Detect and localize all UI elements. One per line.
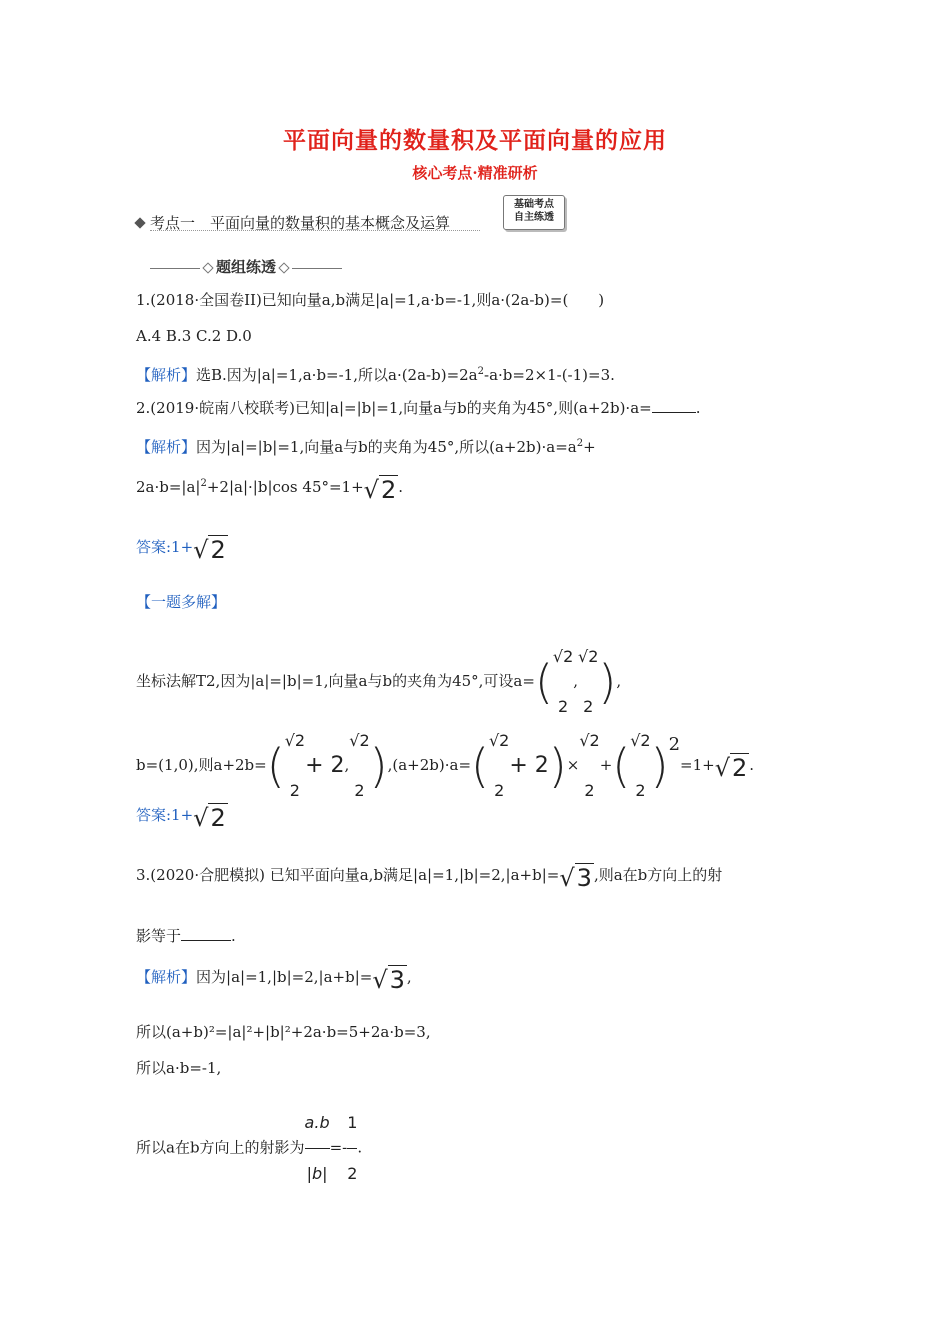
q1-options: A.4 B.3 C.2 D.0: [136, 327, 252, 345]
diamond-icon: [278, 262, 289, 273]
diamond-icon: [202, 262, 213, 273]
q3-stem-cont: 影等于 .: [136, 927, 236, 945]
sqrt-symbol: √2: [193, 536, 226, 564]
section-heading: 考点一 平面向量的数量积的基本概念及运算: [136, 212, 450, 233]
q2-answer-2: 答案:1+√2: [136, 804, 226, 832]
sqrt-symbol: √2: [714, 754, 748, 782]
diamond-icon: [134, 217, 145, 228]
multi-solution-tag: 【一题多解】: [136, 593, 227, 611]
q3-analysis-line2: 所以(a+b)²=|a|²+|b|²+2a·b=5+2a·b=3,: [136, 1023, 431, 1041]
q2-analysis-line1: 【解析】因为|a|=|b|=1,向量a与b的夹角为45°,所以$(a+2b)\cdot a=a^2+$: [136, 438, 596, 456]
q2-coord-line2: b=(1,0),则a+2b=( √2 2 + 2, √2 2 ),(a+2b)·a=( √2 2 + 2)× √2 2 +( √2 2 )$^2$=1+√2 .: [136, 731, 755, 800]
sqrt-symbol: √3: [559, 864, 592, 892]
group-label: 题组练透: [150, 256, 342, 277]
q1-analysis: 【解析】选B.因为|a|=1,a·b=-1,所以$a\cdot(2a-b)=2a^2-a\cdot b=2\times 1-(-1)=3$.: [136, 366, 615, 384]
page-title: 平面向量的数量积及平面向量的应用: [283, 127, 667, 154]
section-underline: [150, 230, 480, 231]
q3-stem: 3.(2020·合肥模拟) 已知平面向量a,b满足|a|=1,|b|=2,|a+b|=√3 ,则a在b方向上的射: [136, 864, 723, 892]
q2-answer: 答案:1+√2: [136, 536, 226, 564]
q3-analysis-line4: 所以a在b方向上的射影为 $\frac{a.b}{|b|}$ =- $\frac{1}{2}$ .: [136, 1098, 362, 1199]
q2-analysis-line2: $2a\cdot b=|a|^2+2|a|\cdot|b|\cos$ 45°=1+√2 .: [136, 476, 404, 504]
q1-stem: 1.(2018·全国卷II)已知向量a,b满足|a|=1,a·b=-1,则a·(2a-b)=( ): [136, 291, 605, 309]
section-badge: 基础考点 自主练透: [503, 195, 565, 230]
q3-analysis-line3: 所以a·b=-1,: [136, 1059, 222, 1077]
sqrt-symbol: √3: [372, 966, 405, 994]
sqrt-symbol: √2: [193, 804, 226, 832]
q2-stem: 2.(2019·皖南八校联考)已知|a|=|b|=1,向量a与b的夹角为45°,则(a+2b)·a= .: [136, 399, 701, 417]
q3-analysis-line1: 【解析】因为|a|=1,|b|=2,|a+b|=√3 ,: [136, 966, 412, 994]
answer-blank: [181, 928, 231, 941]
sqrt-symbol: √2: [363, 476, 397, 504]
q2-coord-line1: 坐标法解T2,因为|a|=|b|=1,向量a与b的夹角为45°,可设a=( √2 2 , √2 2 ),: [136, 647, 622, 716]
page-subtitle: 核心考点·精准研析: [412, 164, 538, 182]
answer-blank: [652, 400, 696, 413]
